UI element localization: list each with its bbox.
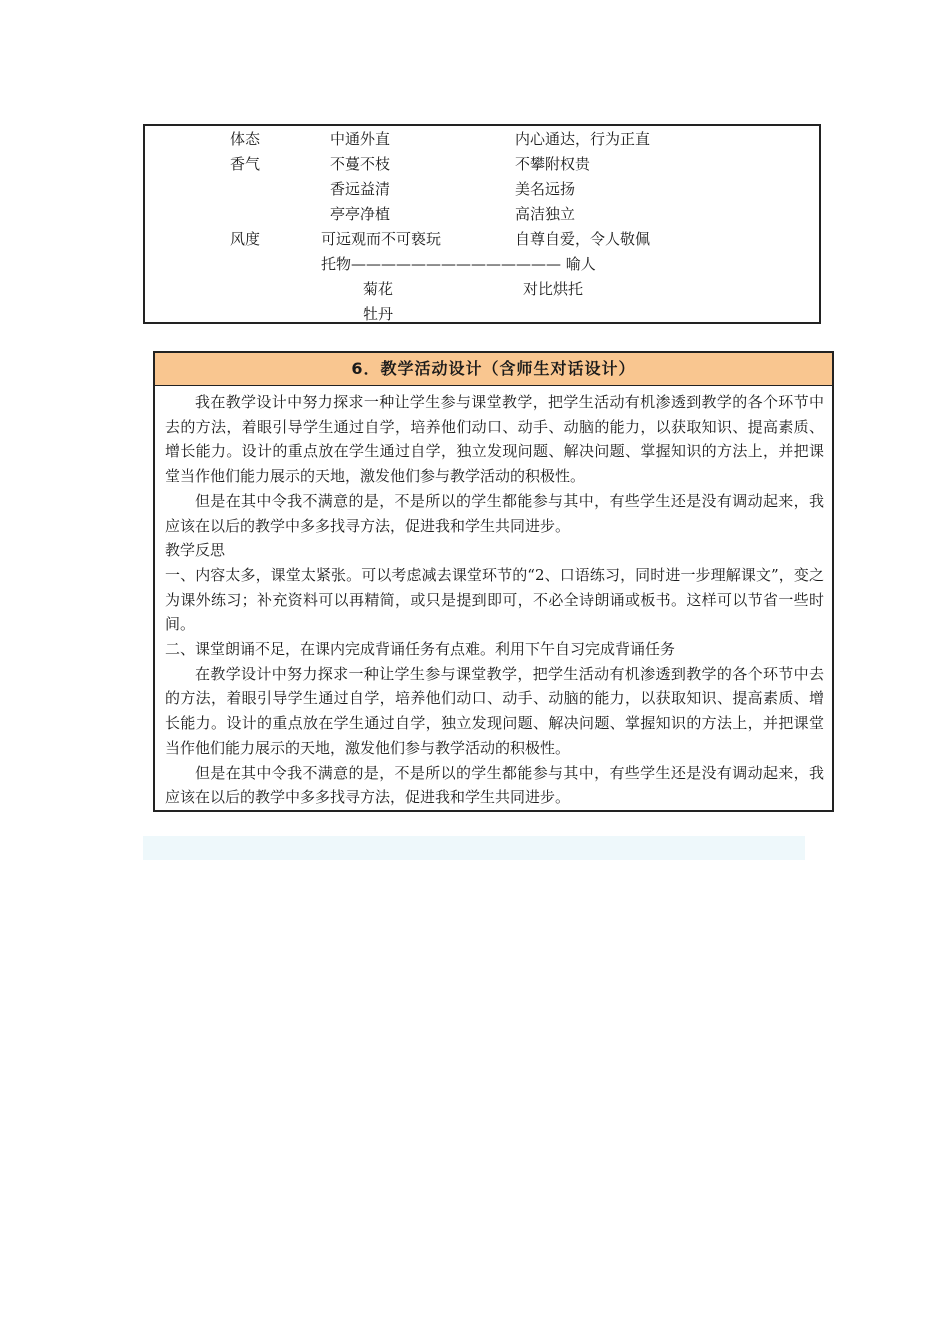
row-label: 体态 [230, 130, 261, 148]
contrast-label: 对比烘托 [523, 280, 584, 298]
flower-chrysanthemum: 菊花 [363, 280, 394, 298]
row-right: 高洁独立 [515, 205, 576, 223]
row-mid: 香远益清 [330, 180, 391, 198]
row-mid: 不蔓不枝 [330, 155, 391, 173]
section-body [155, 386, 832, 810]
section-title: 6．教学活动设计（含师生对话设计） [155, 353, 832, 386]
row-right: 内心通达，行为正直 [515, 130, 651, 148]
reflection-heading: 教学反思 [165, 541, 226, 560]
paragraph: 在教学设计中努力探求一种让学生参与课堂教学，把学生活动有机渗透到教学的各个环节中去的方法，着眼引导学生通过自学，培养他们动口、动手、动脑的能力，以获取知识、提高素质、增长能力。设计的重点放在学生通过自学，独立发现问题、解决问题、掌握知识的方法上，并把课堂当作他们能力展示的天地，激发他们参与教学活动的积极性。 [165, 664, 824, 757]
paragraph: 二、课堂朗诵不足，在课内完成背诵任务有点难。利用下午自习完成背诵任务 [165, 640, 676, 659]
row-right: 美名远扬 [515, 180, 576, 198]
row-mid: 亭亭净植 [330, 205, 391, 223]
row-mid: 可远观而不可亵玩 [321, 230, 442, 248]
flower-peony: 牡丹 [363, 305, 394, 323]
paragraph: 我在教学设计中努力探求一种让学生参与课堂教学，把学生活动有机渗透到教学的各个环节中去的方法，着眼引导学生通过自学，培养他们动口、动手、动脑的能力，以获取知识、提高素质、增长能力。设计的重点放在学生通过自学，独立发现问题、解决问题、掌握知识的方法上，并把课堂当作他们能力展示的天地，激发他们参与教学活动的积极性。 [165, 393, 824, 486]
activity-design-section [153, 351, 834, 812]
analysis-table [143, 124, 821, 324]
paragraph: 一、内容太多，课堂太紧张。可以考虑减去课堂环节的“2、口语练习，同时进一步理解课文”，变之为课外练习；补充资料可以再精简，或只是提到即可，不必全诗朗诵或板书。这样可以节省一些时间。 [165, 565, 824, 634]
row-right: 自尊自爱，令人敬佩 [515, 230, 651, 248]
row-right: 不攀附权贵 [515, 155, 591, 173]
tuowu-line: 托物—————————————— 喻人 [321, 255, 596, 273]
row-label: 风度 [230, 230, 261, 248]
paragraph: 但是在其中令我不满意的是，不是所以的学生都能参与其中，有些学生还是没有调动起来，我应该在以后的教学中多多找寻方法，促进我和学生共同进步。 [165, 763, 824, 807]
row-mid: 中通外直 [330, 130, 391, 148]
light-blue-band [143, 836, 805, 860]
row-label: 香气 [230, 155, 261, 173]
paragraph: 但是在其中令我不满意的是，不是所以的学生都能参与其中，有些学生还是没有调动起来，我应该在以后的教学中多多找寻方法，促进我和学生共同进步。 [165, 491, 824, 535]
